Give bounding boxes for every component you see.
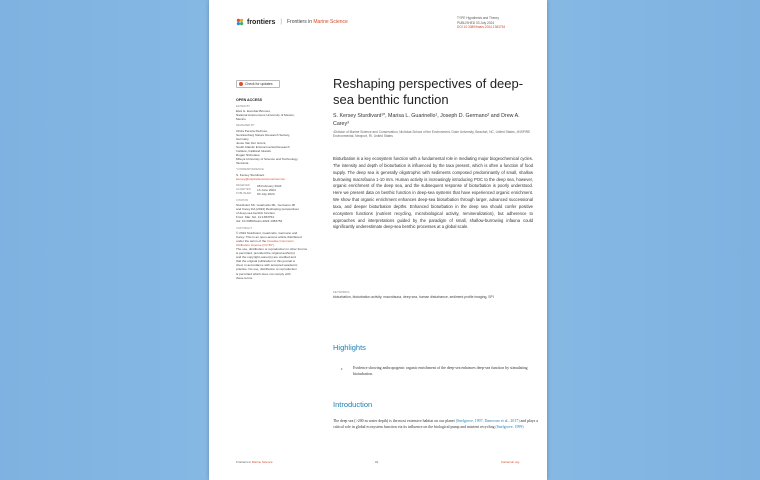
reviewer-line: Tanzania (236, 161, 249, 166)
citation-line: Front. Mar. Sci. 11:1383754. (236, 215, 275, 220)
article-meta (457, 16, 543, 30)
citation-link[interactable]: (Snelgrove, 1999) (495, 425, 524, 430)
editor-line: Mexico (236, 117, 246, 122)
introduction-text: The deep sea (>200 m water depth) is the most extensive habitat on our planet (Snelgrove, 1997; Danovaro et al., 2017) and plays a critical role in global ecosystem function via its influence on the biological pump and nutrient recycling (Snelgrove, 1999) (333, 419, 539, 430)
keywords-label: KEYWORDS (333, 290, 350, 294)
reviewer-line: South Atlantic Environmental Research (236, 144, 290, 149)
article-authors: S. Kersey Sturdivant¹*, Marisa L. Guarinello¹, Joseph D. Germano² and Drew A. Carey³ (333, 113, 520, 127)
correspondence-email[interactable]: kersey@inspiredenvironmental.com (236, 176, 286, 181)
paper-page (209, 0, 547, 480)
copyright-line: The use, distribution or reproduction in other forums (236, 247, 308, 251)
copyright-line: Carey. This is an open-access article distributed (236, 234, 302, 239)
published-label: PUBLISHED (236, 191, 252, 195)
accepted-label: ACCEPTED (236, 187, 251, 191)
article-abstract: Bioturbation is a key ecosystem function with a fundamental role in mediating major biogeochemical cycles. The intensity and depth of bioturbation is influenced by the taxa present, which is often a function of food supply. The deep sea is generally oligotrophic with sediments composed predominantly of small, shallow burrowing macrofauna 1-10 mm. Human activity is increasingly introducing POC to the deep sea, however, organic enrichment of the deep sea, and the subsequent response of bioturbation is poorly understood. Here we present data on benthic function in deep-sea systems that have experienced organic enrichment. We show that organic enrichment enhances deep-sea bioturbation through larger, advanced successional taxa, and deeper bioturbation depths. Enhanced bioturbation in the deep sea should confer positive ecosystem functions (nutrient recycling, microbiological activity, remineralization), but adherence to approaches and interpretations guided by the paradigm of small, shallow-burrowing infauna could significantly underestimate deep-sea benthic processes at a global scale. (333, 156, 533, 230)
reviewer-line: Olívia Pereira Pedroso, (236, 128, 268, 133)
published-value: 03 July 2024 (257, 191, 275, 196)
citation-line: of deep-sea benthic function. (236, 211, 276, 216)
copyright-line: under the terms of the Creative Commons (236, 238, 294, 243)
published-row (236, 192, 308, 196)
article-title: Reshaping perspectives of deep-sea benthic function (333, 76, 524, 107)
reviewer-line: Senckenberg Nature Research Society, (236, 132, 291, 137)
copyright-line: is permitted which does not comply with (236, 271, 291, 276)
journal-title[interactable] (287, 19, 348, 25)
article-sidebar (236, 98, 308, 280)
journal-name: Marine Science (313, 19, 348, 25)
received-value: 08 February 2024 (257, 183, 282, 188)
article-published: PUBLISHED 03 July 2024 (457, 20, 495, 25)
received-label: RECEIVED (236, 183, 250, 187)
footer-site-link[interactable]: frontiersin.org (501, 460, 520, 464)
citation-link[interactable]: (Snelgrove, 1997; Danovaro et al., 2017) (455, 419, 520, 423)
cc-license-link[interactable]: Attribution License (CC BY). (236, 242, 275, 247)
journal-header (236, 18, 348, 26)
article-doi[interactable]: DOI 10.3389/fmars.2024.1383754 (457, 25, 506, 30)
open-access-label: OPEN ACCESS (236, 98, 263, 102)
reviewed-by-label: REVIEWED BY (236, 124, 255, 128)
accepted-value: 13 June 2024 (257, 187, 276, 192)
copyright-line: practice. No use, distribution or reproduction (236, 267, 297, 272)
correspondence-label: *CORRESPONDENCE (236, 168, 264, 172)
page-number: 01 (375, 460, 379, 464)
reviewer-line: Jesse Van Der Grient, (236, 140, 267, 145)
copyright-line: © 2024 Sturdivant, Guarinello, Germano and (236, 230, 298, 235)
check-updates-label: Check for updates (245, 82, 273, 86)
reviewer-line: Regan Nicholaus, (236, 153, 261, 158)
copyright-line: and the copyright owner(s) are credited and (236, 255, 296, 260)
frontiers-logo-icon (236, 18, 244, 26)
article-affiliations: ¹Division of Marine Science and Conservation, Nicholas School of the Environment, Duke University, Beaufort, NC, United States, ²INSPIRE Environmental, Newport, RI, United States (333, 130, 531, 139)
copyright-line: these terms. (236, 275, 254, 280)
highlight-item: Evidence showing anthropogenic organic enrichment of the deep-sea enhances deep-sea function by stimulating bioturbation. (353, 366, 528, 376)
copyright-label: COPYRIGHT (236, 226, 252, 230)
highlight-bullet: • (341, 366, 343, 371)
frontiers-logo-text: frontiers (247, 18, 276, 26)
footer-journal: Frontiers in Marine Science (236, 460, 273, 464)
editor-line: Elva G. Escobar-Briones, (236, 109, 271, 114)
editor-line: National Autonomous University of Mexico, (236, 113, 295, 118)
correspondence-name: S. Kersey Sturdivant (236, 172, 265, 177)
citation-line: and Carey DA (2024) Reshaping perspectives (236, 207, 299, 212)
copyright-line: cited, in accordance with accepted academic (236, 263, 298, 268)
check-updates-icon (239, 82, 243, 86)
citation-line: Sturdivant SK, Guarinello ML, Germano JD (236, 203, 296, 208)
cc-license-link[interactable]: Creative Commons (267, 238, 294, 243)
check-updates-button[interactable] (236, 80, 280, 88)
citation-label: CITATION (236, 198, 249, 202)
highlights-heading: Highlights (333, 343, 366, 352)
copyright-line: that the original publication in this journal is (236, 259, 295, 264)
article-type: TYPE Hypothesis and Theory (457, 16, 499, 20)
copyright-line: is permitted, provided the original author(s) (236, 251, 295, 256)
edited-by-label: EDITED BY (236, 105, 251, 109)
citation-line: doi: 10.3389/fmars.2024.1383754 (236, 219, 283, 224)
reviewer-line: Germany (236, 136, 249, 141)
introduction-heading: Introduction (333, 400, 373, 409)
journal-prefix: Frontiers in (286, 19, 312, 25)
reviewer-line: Mbeya University of Science and Technology, (236, 157, 299, 162)
reviewer-line: Institute, Falkland Islands (236, 149, 271, 154)
keywords-list: bioturbation, bioturbation activity, macrofauna, deep sea, human disturbance, sediment profile imaging, SPI (333, 295, 494, 299)
header-separator: | (280, 19, 282, 25)
